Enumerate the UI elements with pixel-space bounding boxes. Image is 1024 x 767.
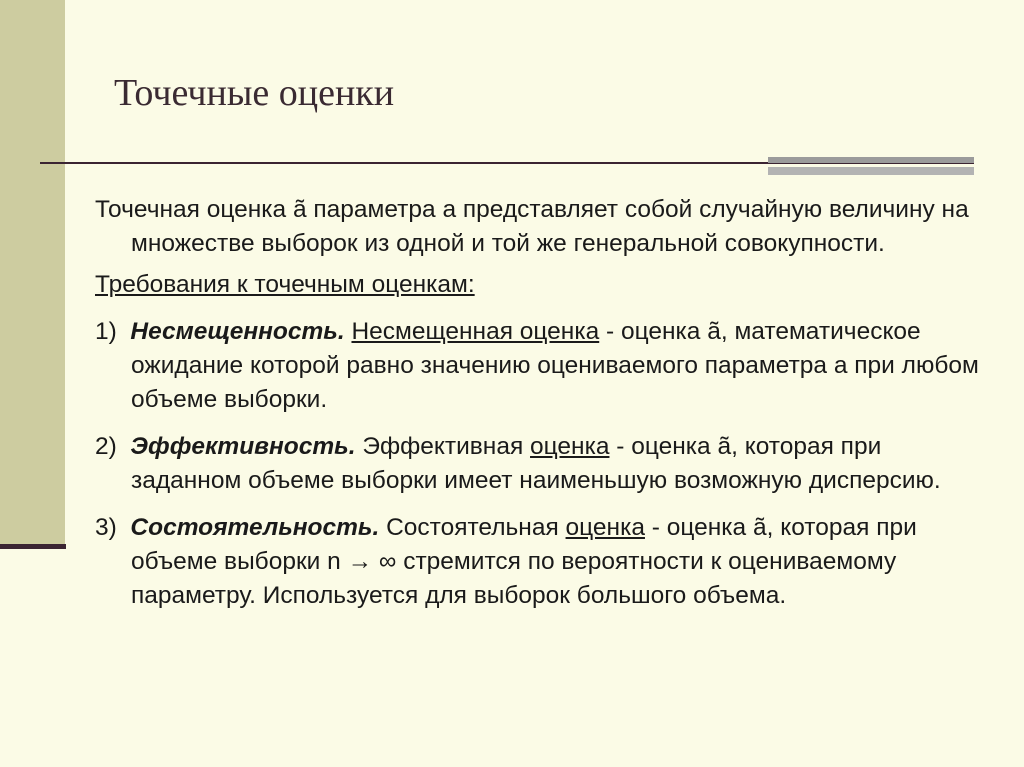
item-description: - оценка ã, которая при заданном объеме выборки имеет наименьшую возможную дисперсию. [131, 433, 941, 494]
title-divider-accent [768, 157, 974, 178]
item-term: Несмещенность. [130, 318, 345, 345]
definition-text: Точечная оценка ã параметра a представляет собой случайную величину на множестве выборок из одной и той же генеральной совокупности. [95, 196, 969, 257]
item-underlined-term: оценка [530, 433, 610, 460]
item-number: 2) [95, 433, 117, 460]
item-number: 3) [95, 514, 117, 541]
left-bar-bottom-line [0, 544, 66, 549]
left-accent-bar [0, 0, 65, 548]
slide-body [95, 193, 995, 626]
item-term: Состоятельность. [130, 514, 380, 541]
item-lead: Состоятельная [386, 514, 566, 541]
item-lead: Эффективная [362, 433, 531, 460]
item-underlined-term: Несмещенная оценка [351, 318, 600, 345]
item-number: 1) [95, 318, 117, 345]
requirement-item-1 [95, 315, 995, 417]
requirements-heading-text: Требования к точечным оценкам: [95, 271, 475, 298]
item-description: - оценка ã, математическое ожидание которой равно значению оцениваемого параметра a при любом объеме выборки. [131, 318, 979, 413]
item-term: Эффективность. [130, 433, 356, 460]
item-description: - оценка ã, которая при объеме выборки n → ∞ стремится по вероятности к оцениваемому параметру. Используется для выборок большого объема. [131, 514, 917, 609]
requirements-heading [95, 268, 995, 302]
item-underlined-term: оценка [565, 514, 645, 541]
slide-title: Точечные оценки [114, 72, 395, 114]
requirement-item-2 [95, 430, 995, 498]
requirement-item-3 [95, 511, 995, 613]
definition-paragraph [95, 193, 995, 261]
